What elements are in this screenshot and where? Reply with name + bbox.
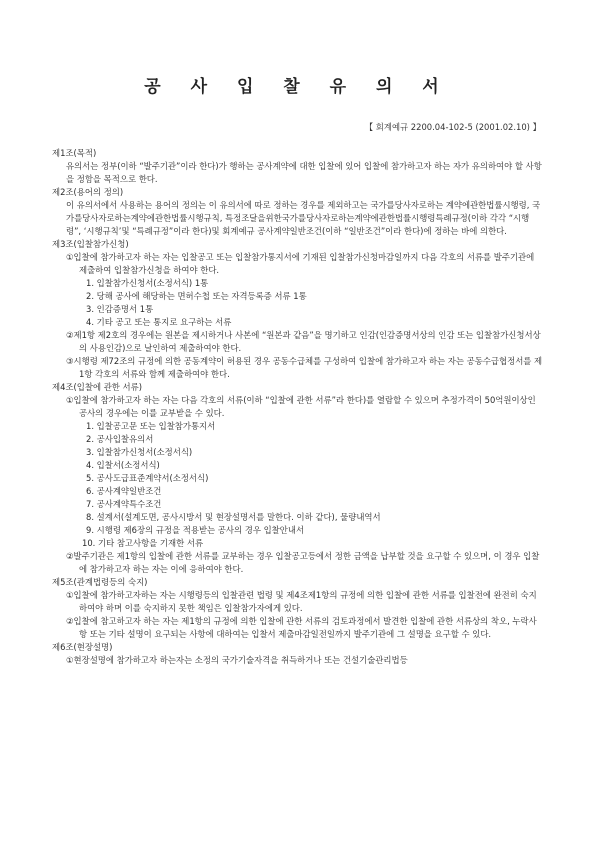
article-item: ①입찰에 참가하고자하는 자는 시행령등의 입찰관련 법령 및 제4조제1항의 규정에 의한 입찰에 관한 서류를 입찰전에 완전히 숙지하여야 하며 이를 숙지하지 못한 책임은 입찰참가자에게 있다. [66,590,537,613]
article-title: 제1조(목적) [52,148,97,158]
sub-item: 1. 입찰참가신청서(소정서식) 1통 [86,278,209,288]
article-title: 제2조(용어의 정의) [52,187,124,197]
sub-item: 6. 공사계약일반조건 [86,486,162,496]
article-item: ②입찰에 참고하고자 하는 자는 제1항의 규정에 의한 입찰에 관한 서류의 검토과정에서 발견한 입찰에 관한 서류상의 착오, 누락사항 또는 기타 설명이 요구되는 사항에 대하여는 입찰서 제출마감일전일까지 발주기관에 그 설명을 요구할 수 있다. [66,616,537,639]
article-item: ②제1항 제2호의 경우에는 원본을 제시하거나 사본에 “원본과 같음”을 명기하고 인감(인감증명서상의 인감 또는 입찰참가신청서상의 사용인감)으로 날인하여 제출하여야 한다. [66,330,541,353]
sub-item: 10. 기타 참고사항을 기재한 서류 [82,538,204,548]
article-item: ①현장설명에 참가하고자 하는자는 소정의 국가기술자격을 취득하거나 또는 건설기술관리법등 [66,655,408,665]
article-item: ②발주기관은 제1항의 입찰에 관한 서류를 교부하는 경우 입찰공고등에서 정한 금액을 납부할 것을 요구할 수 있으며, 이 경우 입찰에 참가하고자 하는 자는 이에 응하여야 한다. [66,551,540,574]
sub-item: 8. 설계서(설계도면, 공사시방서 및 현장설명서를 말한다. 이하 같다), 물량내역서 [86,512,381,522]
article-title: 제5조(관계법령등의 숙지) [52,577,148,587]
sub-item: 3. 인감증명서 1통 [86,304,154,314]
sub-item: 5. 공사도급표준계약서(소정서식) [86,473,209,483]
sub-item: 4. 기타 공고 또는 통지로 요구하는 서류 [86,317,232,327]
document-body [52,147,543,667]
article-paragraph: 이 유의서에서 사용하는 용어의 정의는 이 유의서에 따로 정하는 경우를 제외하고는 국가를당사자로하는 계약에관한법률시행령, 국가를당사자로하는계약에관한법률시행규칙, 특정조달을위한국가를당사자로하는계약에관한법률시행령특례규정(이하 각각 “시행령”, ‘시행규칙’및 “특례규정”이라 한다)및 회계예규 공사계약일반조건(이하 “일반조건”이라 한다)에 정하는 바에 의한다. [66,200,541,236]
sub-item: 2. 당해 공사에 해당하는 면허수첩 또는 자격등록증 서류 1통 [86,291,307,301]
article-item: ③시행령 제72조의 규정에 의한 공동계약이 허용된 경우 공동수급체를 구성하여 입찰에 참가하고자 하는 자는 공동수급협정서를 제1항 각호의 서류와 함께 제출하여야 한다. [66,356,543,379]
sub-item: 9. 시행령 제6장의 규정을 적용받는 공사의 경우 입찰안내서 [86,525,305,535]
sub-item: 4. 입찰서(소정서식) [86,460,160,470]
sub-item: 3. 입찰참가신청서(소정서식) [86,447,193,457]
sub-item: 1. 입찰공고문 또는 입찰참가통지서 [86,421,216,431]
sub-item: 7. 공사계약특수조건 [86,499,162,509]
article-item: ①입찰에 참가하고자 하는 자는 다음 각호의 서류(이하 “입찰에 관한 서류”라 한다)를 열람할 수 있으며 추정가격이 50억원이상인 공사의 경우에는 이를 교부받을 수 있다. [66,395,536,418]
article-paragraph: 유의서는 정부(이하 “발주기관”이라 한다)가 행하는 공사계약에 대한 입찰에 있어 입찰에 참가하고자 하는 자가 유의하여야 할 사항을 정함을 목적으로 한다. [66,161,542,184]
sub-item: 2. 공사입찰유의서 [86,434,154,444]
article-item: ①입찰에 참가하고자 하는 자는 입찰공고 또는 입찰참가통지서에 기재된 입찰참가신청마감일까지 다음 각호의 서류를 발주기관에 제출하여 입찰참가신청을 하여야 한다. [66,252,535,275]
article-title: 제3조(입찰참가신청) [52,239,129,249]
article-title: 제4조(입찰에 관한 서류) [52,382,142,392]
reference-number: 【 회계예규 2200.04-102-5 (2001.02.10) 】 [364,122,541,132]
document-title: 공 사 입 찰 유 의 서 [144,77,451,97]
article-title: 제6조(현장설명) [52,642,113,652]
